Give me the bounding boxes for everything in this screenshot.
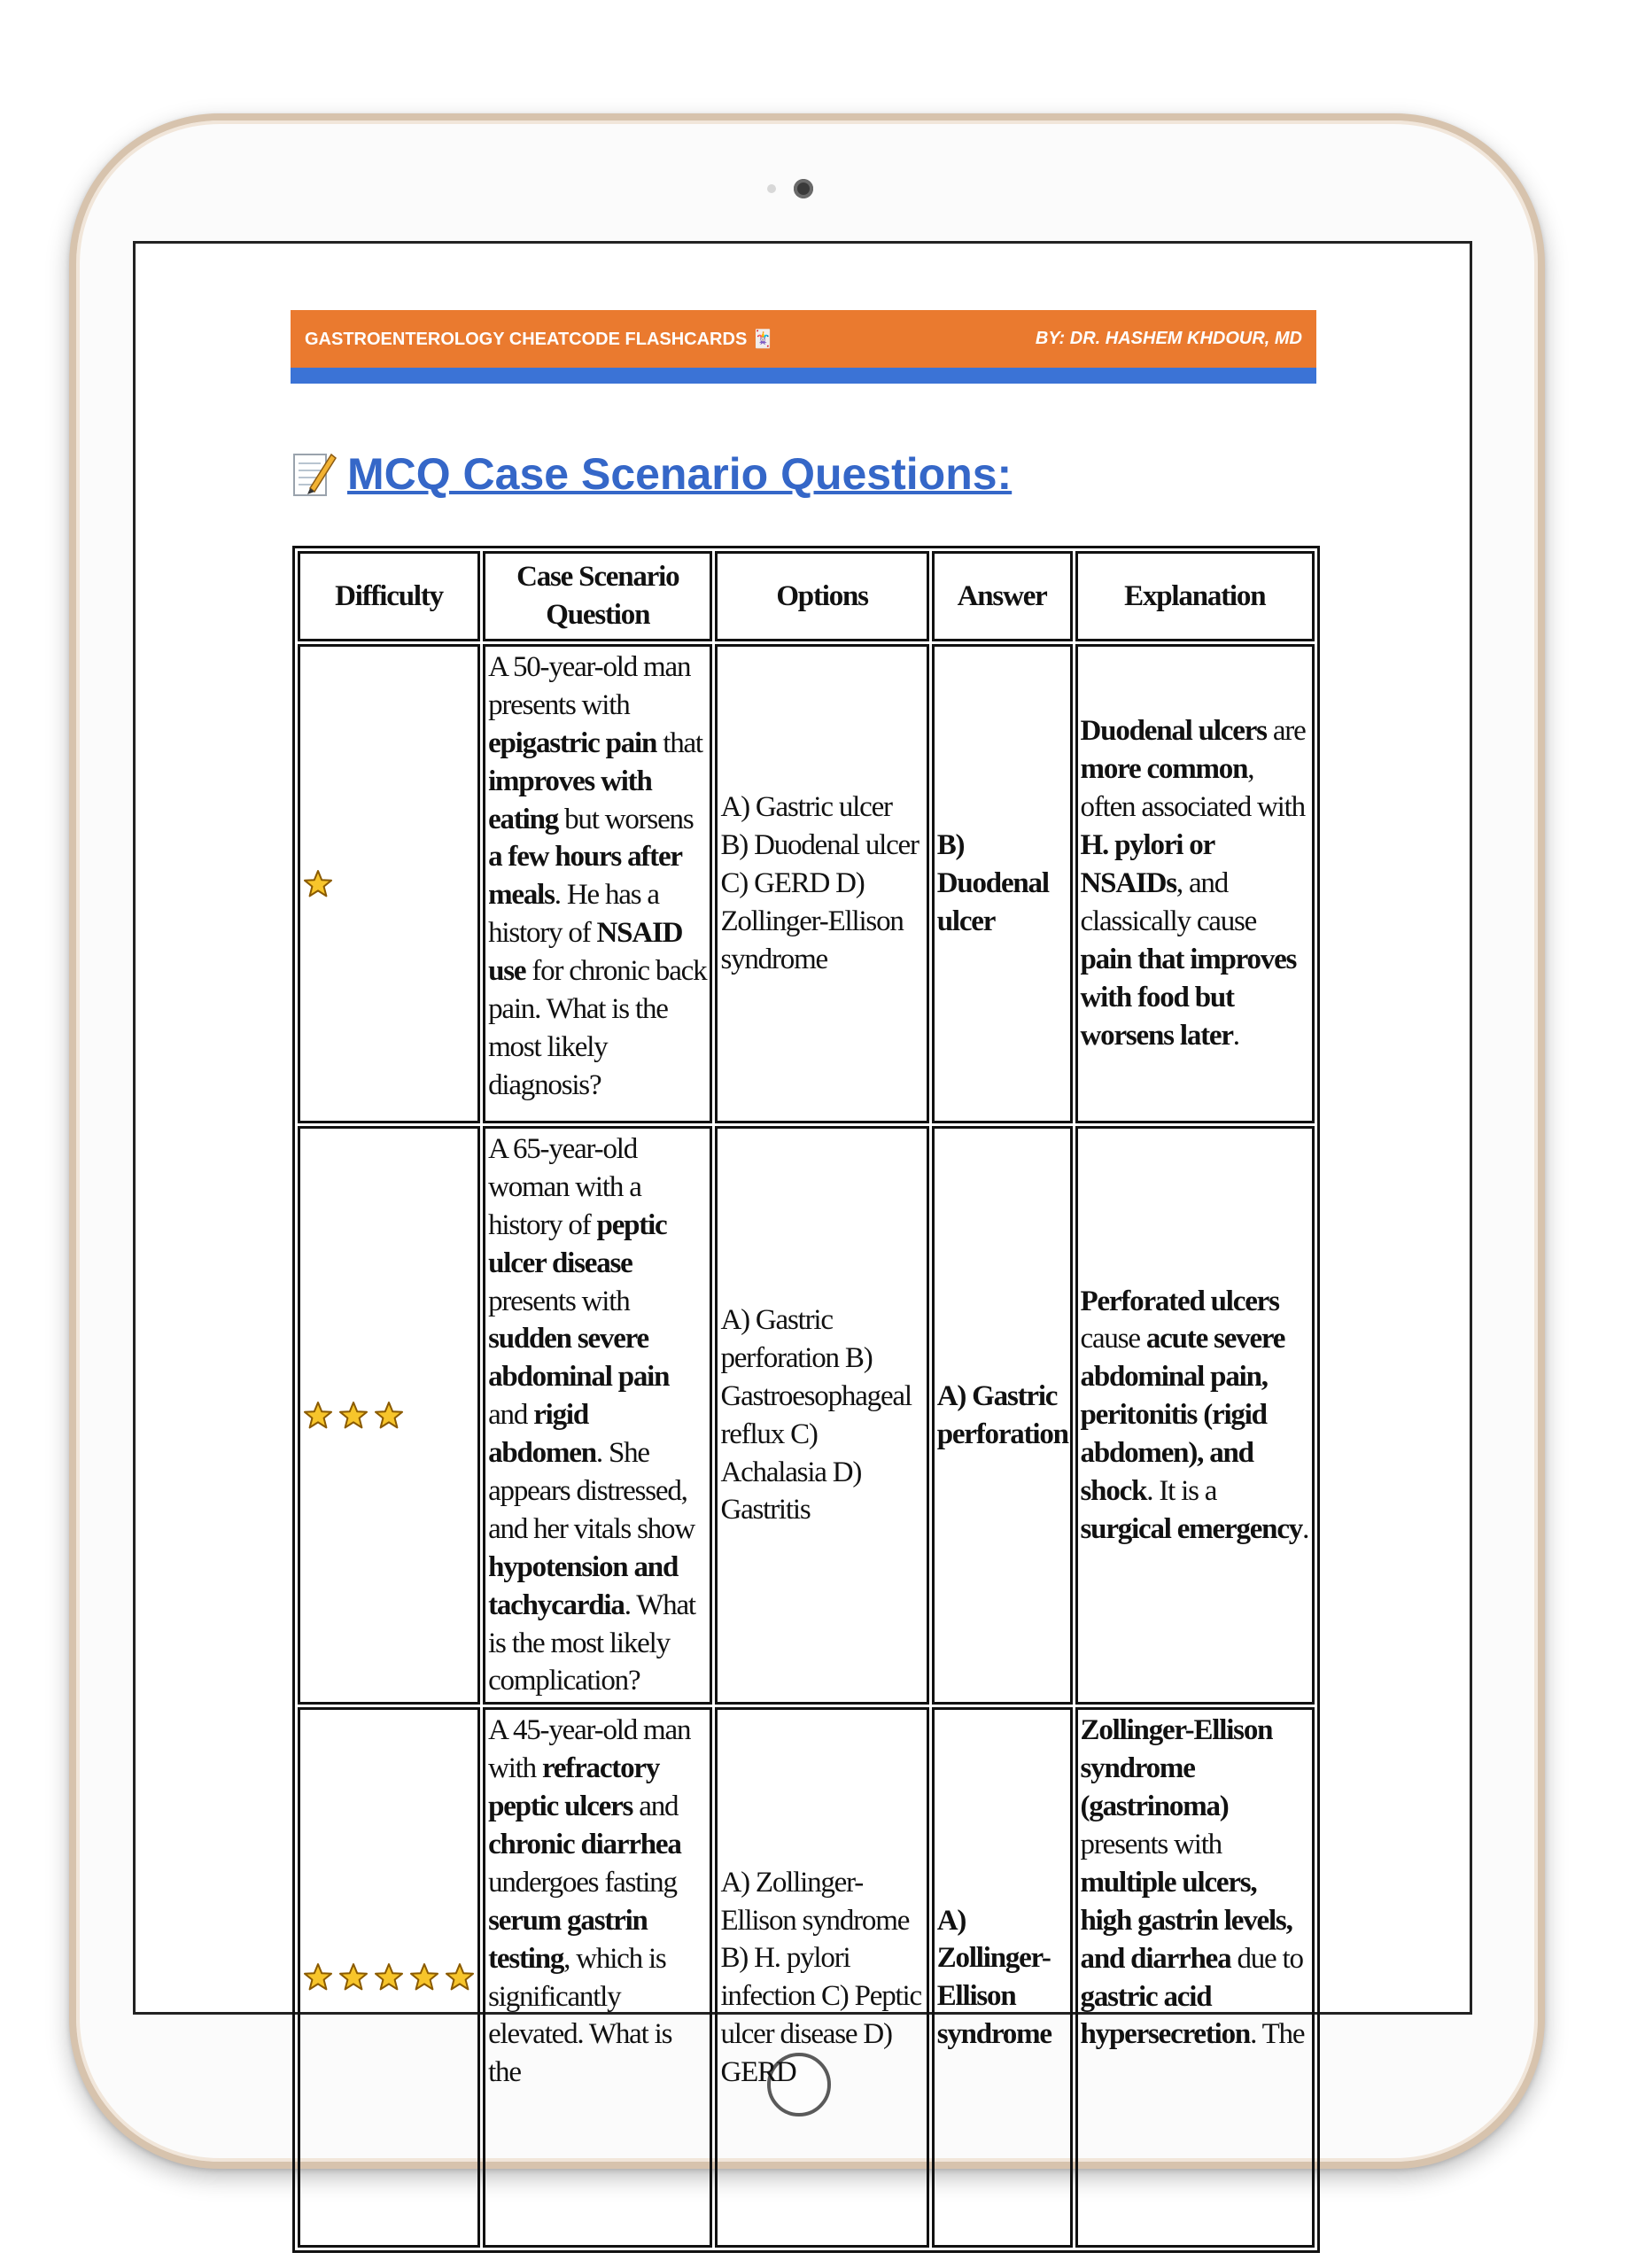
bold-text: rigid abdomen <box>488 1399 596 1470</box>
text-run: presents with <box>488 1285 630 1317</box>
answer-text: A) Zollinger-Ellison syndrome <box>936 1904 1051 2051</box>
section-title: MCQ Case Scenario Questions: <box>347 449 1013 499</box>
text-run: but worsens <box>558 803 694 835</box>
column-header-options: Options <box>715 551 928 641</box>
text-run: , which is significantly elevated. What is the <box>488 1942 672 2089</box>
table-row <box>298 644 1315 1123</box>
difficulty-stars <box>303 1401 475 1431</box>
question-cell <box>483 1707 712 2248</box>
bold-text: a few hours after meals <box>488 841 682 912</box>
bold-text: peptic ulcer disease <box>488 1208 667 1279</box>
tablet-screen <box>133 241 1472 2089</box>
column-header-answer: Answer <box>932 551 1073 641</box>
bold-text: refractory peptic ulcers <box>488 1752 660 1823</box>
bold-text: gastric acid hypersecretion <box>1080 1980 1251 2051</box>
bold-text: pain that improves with food but worsens later <box>1080 943 1297 1052</box>
text-run: , and classically cause <box>1080 867 1257 937</box>
explanation-cell <box>1075 644 1315 1123</box>
bold-text: serum gastrin testing <box>488 1904 648 1975</box>
answer-cell <box>932 1126 1073 1705</box>
options-cell: A) Gastric perforation B) Gastroesophageal reflux C) Achalasia D) Gastritis <box>715 1126 928 1705</box>
text-run: . What is the most likely complication? <box>488 1588 695 1697</box>
text-run: A 45-year-old man with <box>488 1714 691 1785</box>
explanation-cell <box>1075 1707 1315 2248</box>
star-icon <box>445 1962 475 1992</box>
text-run: cause <box>1080 1323 1146 1355</box>
difficulty-cell <box>298 644 480 1123</box>
bold-text: chronic diarrhea <box>488 1829 681 1861</box>
text-run: are <box>1266 715 1306 748</box>
column-header-question: Case Scenario Question <box>483 551 712 641</box>
bold-text: surgical emergency <box>1080 1512 1303 1545</box>
star-icon <box>409 1962 439 1992</box>
column-header-explanation: Explanation <box>1075 551 1315 641</box>
text-run: for chronic back pain. What is the most likely diagnosis? <box>488 955 707 1101</box>
bold-text: NSAID use <box>488 917 683 988</box>
memo-icon <box>291 449 337 499</box>
page-header-banner <box>291 310 1316 384</box>
text-run: . The <box>1250 2018 1305 2051</box>
text-run: . <box>1232 1019 1239 1052</box>
text-run: . He has a history of <box>488 879 659 950</box>
text-run: , often associated with <box>1080 753 1305 824</box>
bold-text: Zollinger-Ellison syndrome (gastrinoma) <box>1080 1714 1273 1823</box>
question-cell <box>483 1126 712 1705</box>
star-icon <box>303 1401 333 1431</box>
bold-text: hypotension and tachycardia <box>488 1550 679 1621</box>
answer-cell <box>932 1707 1073 2248</box>
table-header-row <box>298 551 1315 641</box>
bold-text: more common <box>1080 753 1248 786</box>
table-row <box>298 1126 1315 1705</box>
header-title: GASTROENTEROLOGY CHEATCODE FLASHCARDS 🃏 <box>305 330 774 349</box>
difficulty-cell <box>298 1707 480 2248</box>
table-row <box>298 1707 1315 2248</box>
difficulty-stars <box>303 869 475 899</box>
star-icon <box>338 1401 369 1431</box>
options-cell: A) Gastric ulcer B) Duodenal ulcer C) GERD D) Zollinger-Ellison syndrome <box>715 644 928 1123</box>
star-icon <box>374 1401 404 1431</box>
star-icon <box>374 1962 404 1992</box>
star-icon <box>303 1962 333 1992</box>
bold-text: H. pylori or NSAIDs <box>1080 829 1214 900</box>
explanation-cell <box>1075 1126 1315 1705</box>
bold-text: Perforated ulcers <box>1080 1285 1279 1317</box>
bold-text: multiple ulcers, high gastrin levels, and diarrhea <box>1080 1866 1292 1975</box>
text-run: undergoes fasting <box>488 1866 677 1899</box>
text-run: due to <box>1230 1942 1303 1975</box>
text-run: and <box>488 1399 534 1432</box>
star-icon <box>338 1962 369 1992</box>
bold-text: epigastric pain <box>488 726 657 759</box>
bold-text: sudden severe abdominal pain <box>488 1323 670 1394</box>
text-run: and <box>632 1790 679 1823</box>
text-run: . <box>1302 1512 1309 1545</box>
text-run: . She appears distressed, and her vitals show <box>488 1437 694 1545</box>
section-heading <box>291 443 1012 505</box>
bold-text: acute severe abdominal pain, peritonitis (rigid abdomen), and shock <box>1080 1323 1285 1508</box>
mcq-table <box>292 546 1320 2253</box>
answer-text: A) Gastric perforation <box>936 1379 1068 1450</box>
difficulty-cell <box>298 1126 480 1705</box>
text-run: A 50-year-old man presents with <box>488 651 691 721</box>
header-author: BY: DR. HASHEM KHDOUR, MD <box>1035 329 1302 348</box>
difficulty-stars <box>303 1962 475 1992</box>
camera-icon <box>794 179 813 198</box>
star-icon <box>303 869 333 899</box>
question-cell <box>483 644 712 1123</box>
text-run: A 65-year-old woman with a history of <box>488 1133 641 1241</box>
options-cell: A) Zollinger-Ellison syndrome B) H. pylori infection C) Peptic ulcer disease D) GERD <box>715 1707 928 2248</box>
text-run: that <box>656 726 702 759</box>
column-header-difficulty: Difficulty <box>298 551 480 641</box>
answer-cell <box>932 644 1073 1123</box>
answer-text: B) Duodenal ulcer <box>936 829 1049 937</box>
bold-text: Duodenal ulcers <box>1080 715 1267 748</box>
text-run: presents with <box>1080 1829 1222 1861</box>
sensor-dot <box>767 184 776 193</box>
text-run: . It is a <box>1146 1475 1217 1508</box>
bold-text: improves with eating <box>488 765 652 835</box>
